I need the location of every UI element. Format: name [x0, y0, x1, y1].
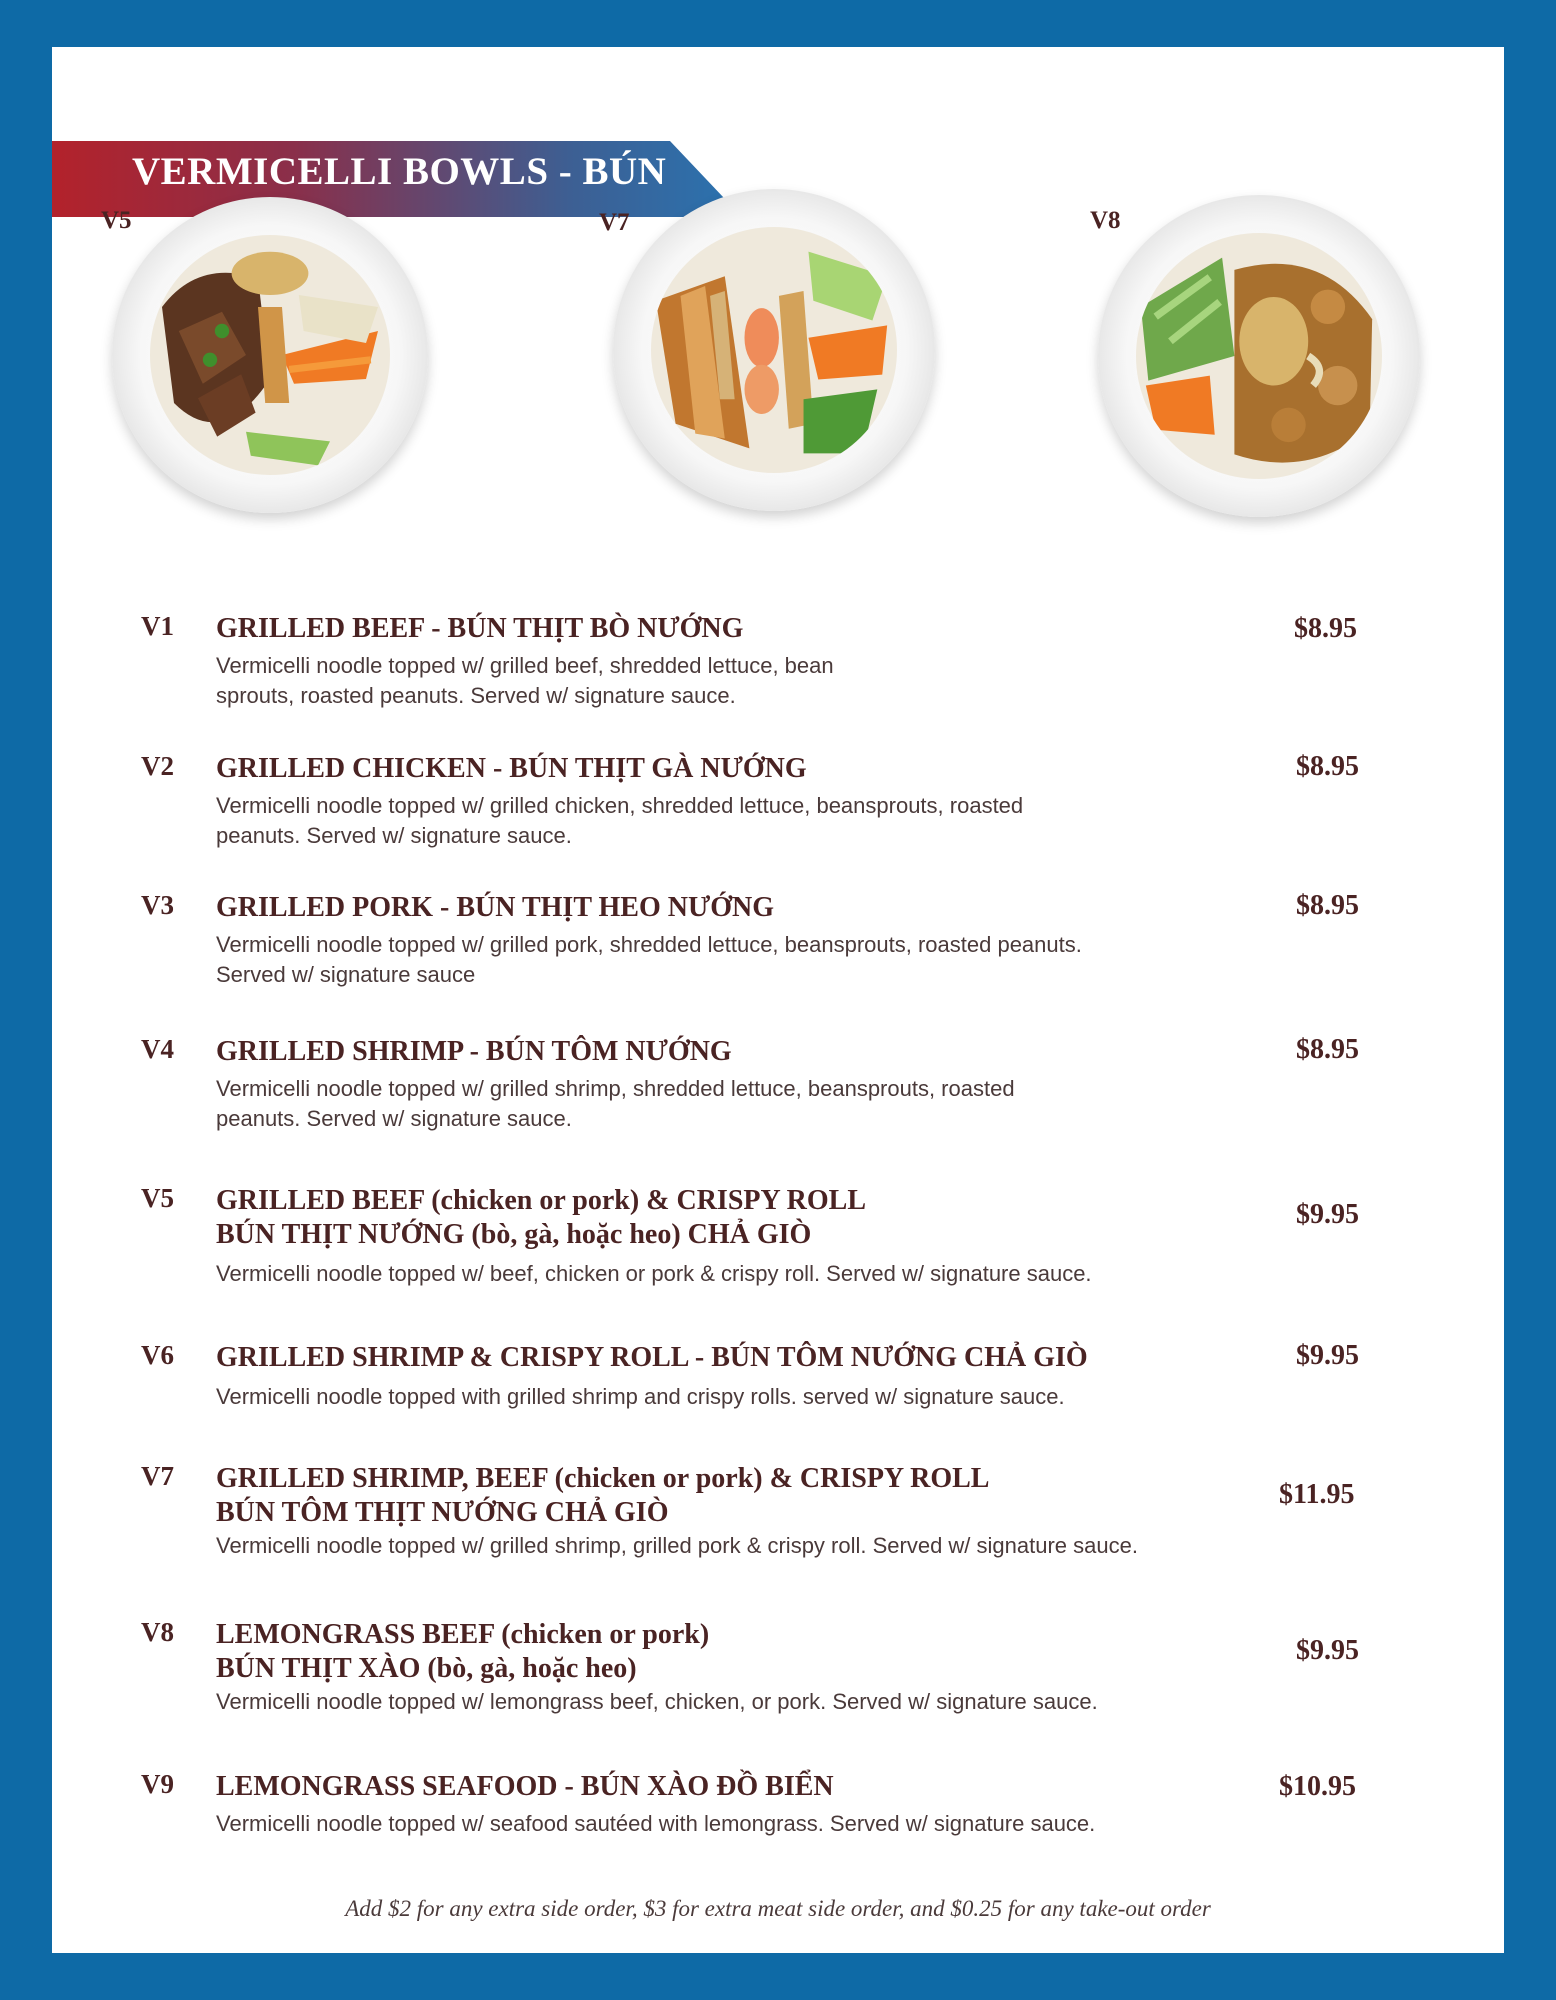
item-description: Vermicelli noodle topped with grilled shrimp and crispy rolls. served w/ signature sauce. — [216, 1384, 1065, 1409]
item-code: V7 — [141, 1461, 174, 1491]
item-price: $10.95 — [1279, 1771, 1356, 1802]
item-code: V8 — [141, 1617, 174, 1647]
food-image-v5 — [150, 235, 390, 475]
item-description: Vermicelli noodle topped w/ grilled shrimp, grilled pork & crispy roll. Served w/ signature sauce. — [216, 1533, 1138, 1558]
item-code: V5 — [141, 1183, 174, 1213]
item-code: V9 — [141, 1769, 174, 1799]
item-price: $8.95 — [1294, 613, 1357, 644]
item-description: Vermicelli noodle topped w/ lemongrass beef, chicken, or pork. Served w/ signature sauce. — [216, 1689, 1098, 1714]
item-description-line2: Served w/ signature sauce — [216, 962, 476, 987]
item-price: $9.95 — [1296, 1199, 1359, 1230]
item-name: LEMONGRASS SEAFOOD - BÚN XÀO ĐỒ BIỂN — [216, 1771, 834, 1802]
item-description: Vermicelli noodle topped w/ grilled pork, shredded lettuce, beansprouts, roasted peanuts. — [216, 932, 1082, 957]
menu-page — [52, 47, 1504, 1953]
item-price: $9.95 — [1296, 1635, 1359, 1666]
item-code: V6 — [141, 1340, 174, 1370]
item-name-vietnamese: BÚN TÔM THỊT NƯỚNG CHẢ GIÒ — [216, 1497, 669, 1528]
item-description: Vermicelli noodle topped w/ seafood sautéed with lemongrass. Served w/ signature sauce. — [216, 1811, 1096, 1836]
item-description: Vermicelli noodle topped w/ beef, chicken or pork & crispy roll. Served w/ signature sauce. — [216, 1261, 1092, 1286]
bowl-photo-v7 — [613, 189, 935, 511]
item-code: V3 — [141, 890, 174, 920]
item-name: GRILLED BEEF (chicken or pork) & CRISPY ROLL — [216, 1185, 867, 1216]
item-name: GRILLED PORK - BÚN THỊT HEO NƯỚNG — [216, 892, 775, 923]
footnote: Add $2 for any extra side order, $3 for extra meat side order, and $0.25 for any take-out order — [345, 1896, 1211, 1921]
item-name: GRILLED SHRIMP - BÚN TÔM NƯỚNG — [216, 1036, 732, 1067]
item-description: Vermicelli noodle topped w/ grilled shrimp, shredded lettuce, beansprouts, roasted — [216, 1076, 1015, 1101]
item-name: GRILLED SHRIMP & CRISPY ROLL - BÚN TÔM NƯỚNG CHẢ GIÒ — [216, 1342, 1088, 1373]
item-description-line2: peanuts. Served w/ signature sauce. — [216, 1106, 572, 1131]
item-price: $9.95 — [1296, 1340, 1359, 1371]
item-price: $8.95 — [1296, 1034, 1359, 1065]
item-code: V1 — [141, 611, 174, 641]
item-price: $8.95 — [1296, 890, 1359, 921]
item-description-line2: sprouts, roasted peanuts. Served w/ signature sauce. — [216, 683, 736, 708]
item-name-vietnamese: BÚN THỊT NƯỚNG (bò, gà, hoặc heo) CHẢ GIÒ — [216, 1219, 812, 1250]
photo-label-v5: V5 — [101, 207, 132, 234]
item-code: V2 — [141, 751, 174, 781]
item-price: $8.95 — [1296, 751, 1359, 782]
food-image-v8 — [1136, 233, 1382, 479]
section-title: VERMICELLI BOWLS - BÚN — [132, 150, 667, 193]
item-description: Vermicelli noodle topped w/ grilled beef, shredded lettuce, bean — [216, 653, 834, 678]
item-description-line2: peanuts. Served w/ signature sauce. — [216, 823, 572, 848]
bowl-photo-v5 — [112, 197, 428, 513]
item-name: GRILLED CHICKEN - BÚN THỊT GÀ NƯỚNG — [216, 753, 807, 784]
item-description: Vermicelli noodle topped w/ grilled chicken, shredded lettuce, beansprouts, roasted — [216, 793, 1024, 818]
bowl-photo-v8 — [1098, 195, 1420, 517]
item-name: LEMONGRASS BEEF (chicken or pork) — [216, 1619, 710, 1650]
item-price: $11.95 — [1279, 1479, 1355, 1510]
item-name: GRILLED BEEF - BÚN THỊT BÒ NƯỚNG — [216, 613, 744, 644]
item-name-vietnamese: BÚN THỊT XÀO (bò, gà, hoặc heo) — [216, 1653, 637, 1684]
item-code: V4 — [141, 1034, 174, 1064]
photo-label-v8: V8 — [1090, 207, 1121, 234]
photo-label-v7: V7 — [599, 209, 630, 236]
food-image-v7 — [651, 227, 897, 473]
item-name: GRILLED SHRIMP, BEEF (chicken or pork) & CRISPY ROLL — [216, 1463, 990, 1494]
